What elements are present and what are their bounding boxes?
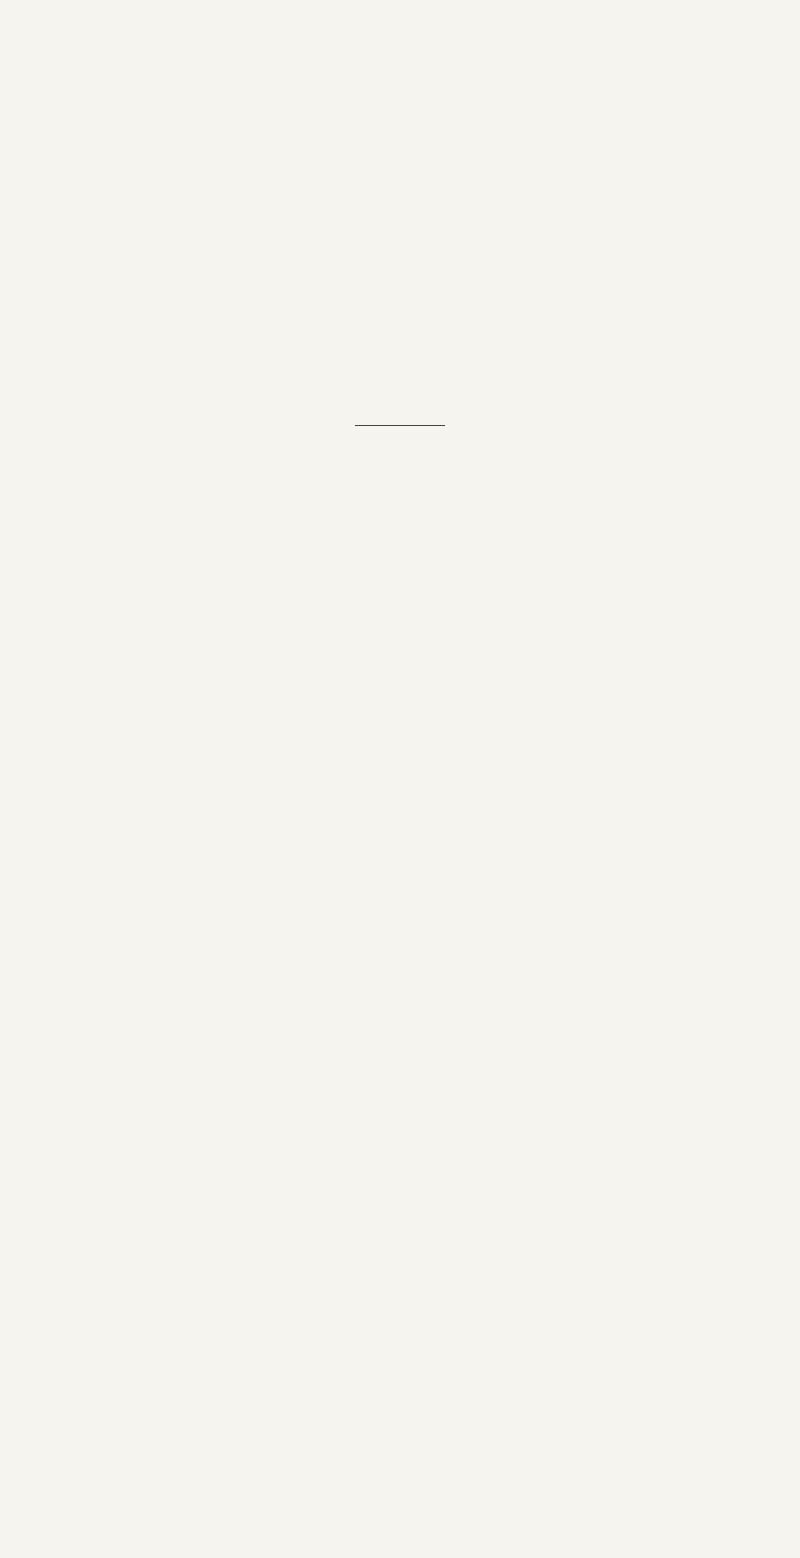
title-divider <box>355 425 445 426</box>
statutory-paragraph <box>130 946 770 982</box>
intro-paragraph <box>130 636 770 672</box>
